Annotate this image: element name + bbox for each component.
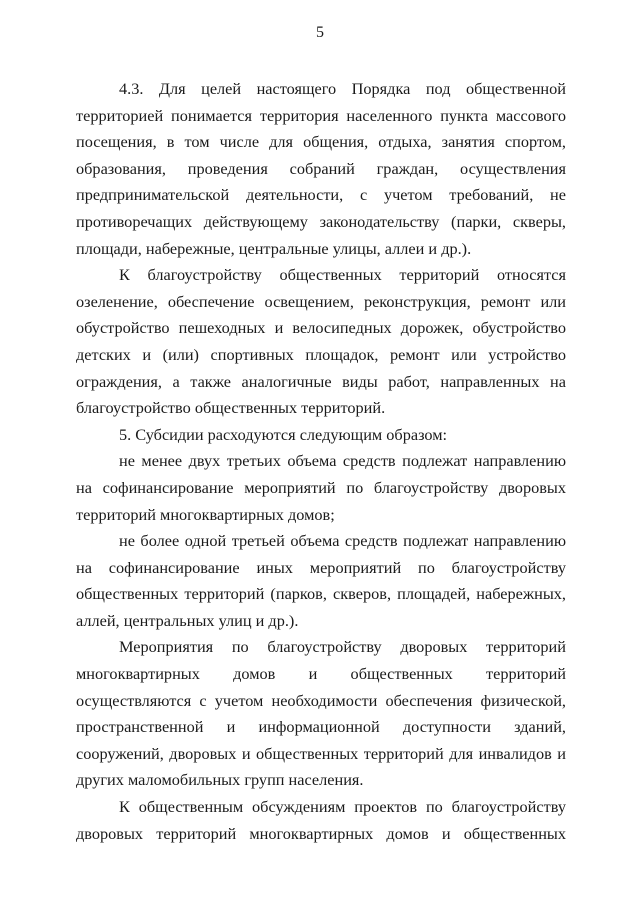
paragraph-public-discussions: К общественным обсуждениям проектов по благоустройству дворовых территорий многоквартирных домов и общественных — [76, 797, 566, 843]
page-number: 5 — [316, 24, 324, 41]
paragraph-subsidy-usage: 5. Субсидии расходуются следующим образом: — [119, 424, 448, 444]
document-body — [76, 76, 566, 847]
paragraph-public-territory-definition: 4.3. Для целей настоящего Порядка под общественной территорией понимается территория населенного пункта массового посещения, в том числе для общения, отдыха, занятия спортом, образования, проведения собраний граждан, осуществления предпринимательской деятельности, с учетом требований, не противоречащих действующему законодательству (парки, скверы, площади, набережные, центральные улицы, аллеи и др.). — [76, 79, 566, 258]
paragraph-public-territory-improvement: К благоустройству общественных территорий относятся озеленение, обеспечение освещением, реконструкция, ремонт или обустройство пешеходных и велосипедных дорожек, обустройство детских и (или) спортивных площадок, ремонт или устройство ограждения, а также аналогичные виды работ, направленных на благоустройство общественных территорий. — [76, 265, 566, 418]
paragraph-yard-territories-share: не менее двух третьих объема средств подлежат направлению на софинансирование мероприятий по благоустройству дворовых территорий многоквартирных домов; — [76, 451, 566, 524]
paragraph-other-measures-share: не более одной третьей объема средств подлежат направлению на софинансирование иных мероприятий по благоустройству общественных территорий (парков, скверов, площадей, набережных, аллей, центральных улиц и др.). — [76, 531, 566, 630]
paragraph-accessibility-measures: Мероприятия по благоустройству дворовых территорий многоквартирных домов и общественных территорий осуществляются с учетом необходимости обеспечения физической, пространственной и информационной доступности зданий, сооружений, дворовых и общественных территорий для инвалидов и других маломобильных групп населения. — [76, 637, 566, 790]
